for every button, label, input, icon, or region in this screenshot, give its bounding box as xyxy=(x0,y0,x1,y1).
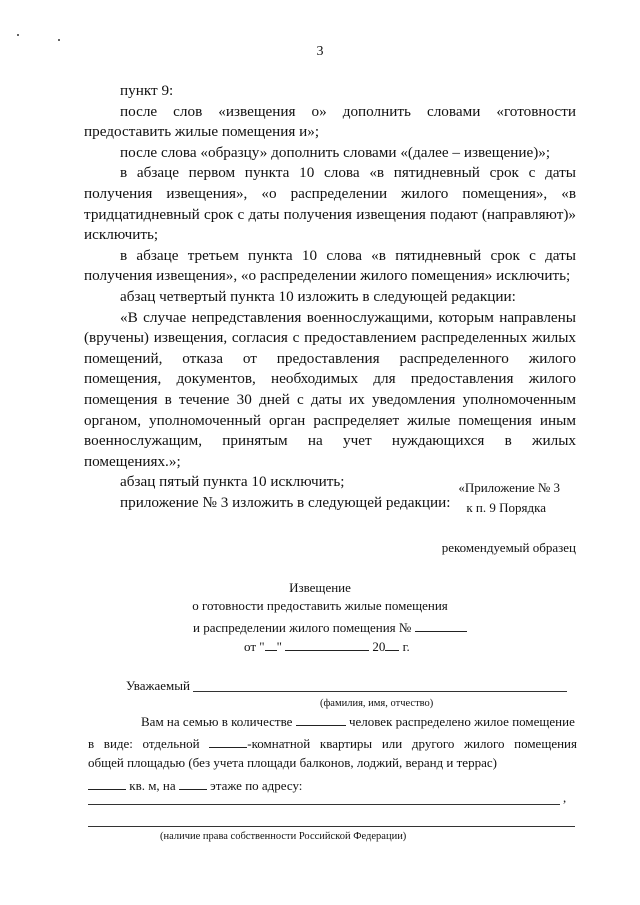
paragraph: пункт 9: xyxy=(120,82,174,99)
paragraph: после слов «извещения о» дополнить словами «готовности предоставить жилые помещения и»; xyxy=(84,102,576,141)
fio-caption: (фамилия, имя, отчество) xyxy=(320,698,434,709)
form-text: в виде: отдельной xyxy=(88,736,200,751)
paragraph: после слова «образцу» дополнить словами «(далее – извещение)»; xyxy=(120,143,551,161)
form-date xyxy=(244,637,410,655)
month-blank[interactable] xyxy=(285,637,369,651)
page-number: 3 xyxy=(316,44,324,59)
scan-speck xyxy=(58,39,60,41)
year-blank[interactable] xyxy=(385,637,399,651)
date-year: 20 xyxy=(372,639,386,654)
paragraph: в абзаце первом пункта 10 слова «в пятидневный срок с даты получения извещения», «о распределении жилого помещения», «в тридцатидневный срок с даты получения извещения подают (направляют)» исключить; xyxy=(84,164,576,244)
appendix-ref: к п. 9 Порядка xyxy=(466,500,546,515)
scan-speck xyxy=(17,34,19,36)
form-subtitle-2 xyxy=(193,618,467,636)
appendix-label: «Приложение № 3 xyxy=(458,480,560,495)
paragraph: в абзаце третьем пункта 10 слова «в пятидневный срок с даты получения извещения», «о распределении жилого помещения» исключить; xyxy=(84,246,576,285)
document-body xyxy=(84,81,576,513)
form-line-2 xyxy=(88,734,577,752)
form-line-1 xyxy=(141,712,577,730)
form-title: Извещение xyxy=(289,580,351,595)
fio-line[interactable] xyxy=(193,691,567,692)
day-blank[interactable] xyxy=(265,637,277,651)
rooms-blank[interactable] xyxy=(209,734,247,748)
form-subtitle: о готовности предоставить жилые помещения xyxy=(192,598,448,613)
date-suffix: г. xyxy=(402,639,410,654)
form-text: Вам на семью в количестве xyxy=(141,714,293,729)
form-line-4 xyxy=(88,776,302,794)
paragraph: абзац четвертый пункта 10 изложить в следующей редакции: xyxy=(120,287,516,305)
sample-label: рекомендуемый образец xyxy=(441,540,576,555)
ownership-caption: (наличие права собственности Российской Федерации) xyxy=(160,831,407,842)
date-mid: " xyxy=(276,639,282,654)
number-blank[interactable] xyxy=(415,618,467,632)
paragraph: приложение № 3 изложить в следующей редакции: xyxy=(120,493,451,511)
form-text: -комнатной квартиры или другого жилого помещения xyxy=(247,736,577,751)
floor-blank[interactable] xyxy=(179,776,207,790)
form-text: человек распределено жилое помещение xyxy=(348,714,575,729)
date-prefix: от " xyxy=(244,639,265,654)
paragraph: «В случае непредставления военнослужащими, которым направлены (вручены) извещения, согласия с предоставлением распределенных жилых помещений, отказа от предоставления распределенного жилого помещения, документов, необходимых для предоставления жилого помещения в течение 30 дней с даты их уведомления уполномоченным органом, уполномоченный орган распределяет жилые помещения иным военнослужащим, принятым на учет нуждающихся в жилых помещениях.»; xyxy=(84,308,576,470)
paragraph: абзац пятый пункта 10 исключить; xyxy=(120,473,345,491)
form-line-3: общей площадью (без учета площади балконов, лоджий, веранд и террас) xyxy=(88,755,497,770)
address-line[interactable] xyxy=(88,804,560,805)
greeting: Уважаемый xyxy=(126,678,190,693)
area-blank[interactable] xyxy=(88,776,126,790)
family-count-blank[interactable] xyxy=(296,712,346,726)
form-text: этаже по адресу: xyxy=(210,778,303,793)
form-text: кв. м, на xyxy=(129,778,176,793)
form-subtitle-2-text: и распределении жилого помещения № xyxy=(193,620,412,635)
address-comma: , xyxy=(563,790,567,805)
ownership-line[interactable] xyxy=(88,826,575,827)
